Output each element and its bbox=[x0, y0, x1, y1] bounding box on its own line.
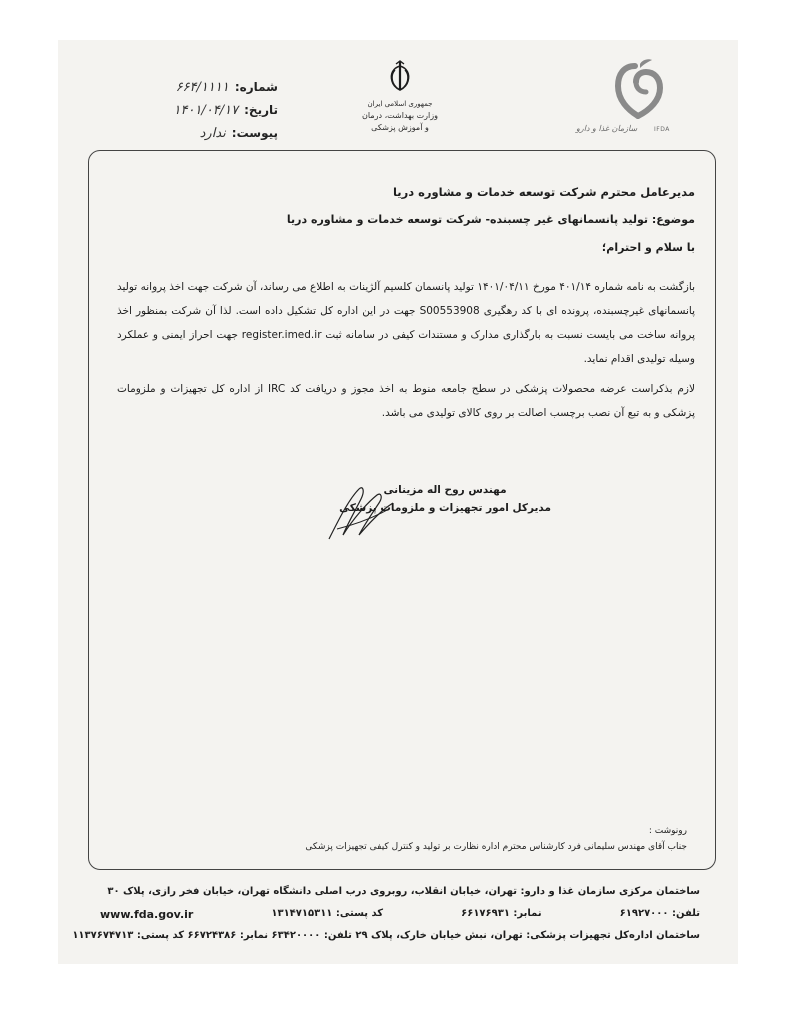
footer-devices-address: ساختمان اداره‌کل تجهیزات پزشکی: تهران، نبش خیابان خارک، پلاک ۲۹ تلفن: ۶۳۴۲۰۰۰۰ نمابر: ۶۶۷۲۴۳۸۶ کد پستی: ۱۱۳۷۶۷۴۷۱۳ bbox=[72, 930, 700, 941]
cc-recipient: جناب آقای مهندس سلیمانی فرد کارشناس محترم اداره نظارت بر تولید و کنترل کیفی تجهیزات پزشکی bbox=[305, 842, 687, 852]
signer-name: مهندس روح اله مزینانی bbox=[383, 484, 507, 496]
letter-paragraph-2: لازم بذکراست عرضه محصولات پزشکی در سطح جامعه منوط به اخذ مجوز و دریافت کد IRC از اداره کل تجهیزات و ملزومات پزشکی و به تبع آن نصب برچسب اصالت بر روی کالای تولیدی می باشد. bbox=[117, 383, 695, 419]
letter-meta bbox=[128, 76, 278, 145]
footer-postal-code: کد پستی: ۱۳۱۴۷۱۵۳۱۱ bbox=[271, 908, 384, 919]
attachment-label: پیوست: bbox=[231, 126, 278, 140]
number-value: ۶۶۴/۱۱۱۱ bbox=[175, 80, 229, 95]
number-label: شماره: bbox=[234, 80, 278, 94]
signer-title: مدیرکل امور تجهیزات و ملزومات پزشکی bbox=[339, 502, 551, 514]
date-label: تاریخ: bbox=[244, 103, 278, 117]
date-row bbox=[128, 99, 278, 122]
iran-emblem-icon bbox=[385, 60, 415, 94]
ministry-name-line1: وزارت بهداشت، درمان bbox=[362, 111, 438, 120]
republic-name: جمهوری اسلامی ایران bbox=[367, 100, 433, 108]
ministry-header bbox=[340, 60, 460, 134]
ifda-logo-icon bbox=[590, 58, 680, 128]
letter-greeting: با سلام و احترام؛ bbox=[601, 241, 695, 254]
signature-block bbox=[339, 481, 551, 517]
org-abbr: IFDA bbox=[654, 126, 670, 133]
cc-block bbox=[305, 823, 687, 855]
footer-central-address: ساختمان مرکزی سازمان غذا و دارو: تهران، خیابان انقلاب، روبروی درب اصلی دانشگاه تهران، خیابان فخر رازی، پلاک ۳۰ bbox=[107, 886, 700, 897]
letter-addressee: مدیرعامل محترم شرکت توسعه خدمات و مشاوره دریا bbox=[392, 185, 695, 199]
attachment-row bbox=[128, 122, 278, 145]
date-value: ۱۴۰۱/۰۴/۱۷ bbox=[173, 103, 239, 118]
attachment-value: ندارد bbox=[199, 126, 226, 141]
org-name: سازمان غذا و دارو bbox=[576, 124, 638, 133]
letter-frame bbox=[88, 150, 716, 870]
letter-subject: موضوع: تولید پانسمانهای غیر چسبنده- شرکت توسعه خدمات و مشاوره دریا bbox=[286, 213, 695, 226]
number-row bbox=[128, 76, 278, 99]
footer-fax: نمابر: ۶۶۱۷۶۹۳۱ bbox=[461, 908, 542, 919]
ifda-logo bbox=[572, 58, 692, 148]
cc-label: رونوشت : bbox=[648, 826, 687, 836]
ministry-name-line2: و آموزش پزشکی bbox=[371, 123, 429, 132]
letter-paragraph-1: بازگشت به نامه شماره ۴۰۱/۱۴ مورخ ۱۴۰۱/۰۴/۱۱ تولید پانسمان کلسیم آلژینات به اطلاع می رساند، آن شرکت جهت اخذ پروانه تولید پانسمانهای غیرچسبنده، پرونده ای با کد رهگیری S00553908 جهت در این اداره کل تشکیل داده است. لذا آن شرکت بمنظور اخذ پروانه ساخت می بایست نسبت به بارگذاری مدارک و مستندات کیفی در سامانه ثبت register.imed.ir جهت احراز ایمنی و عملکرد وسیله تولیدی اقدام نماید. bbox=[117, 281, 696, 365]
footer-contact-row bbox=[100, 908, 700, 921]
footer-website-link[interactable]: www.fda.gov.ir bbox=[100, 908, 194, 921]
footer-phone: تلفن: ۶۱۹۲۷۰۰۰ bbox=[619, 908, 700, 919]
